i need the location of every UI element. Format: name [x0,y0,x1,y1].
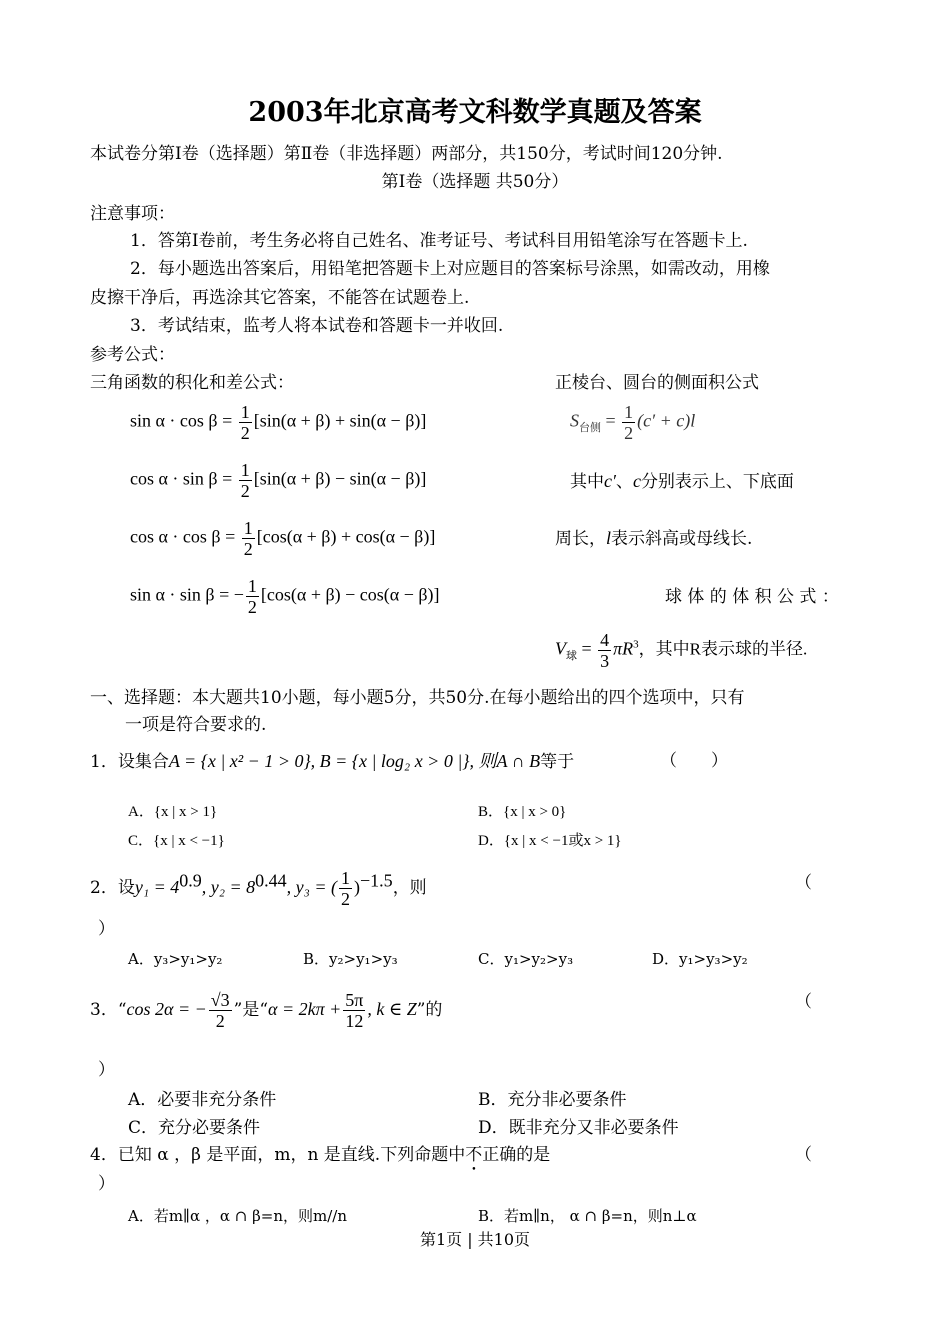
q3-option-a: A．必要非充分条件 [128,1090,277,1110]
q1-option-b: B．{x | x > 0} [478,804,567,820]
formula-subscript: 球 [566,650,577,663]
part1-title: 第Ⅰ卷（选择题 共50分） [381,172,569,192]
trig-formula-3 [130,518,435,559]
fraction [239,460,252,501]
frustum-note-2 [555,526,752,551]
fraction-den: 2 [624,423,634,443]
fraction-num: 5π [345,990,364,1010]
q4-emphasis: 不 [465,1145,483,1165]
fraction [339,868,352,909]
q3-number: 3．“ [90,1000,127,1020]
trig-formula-1 [130,402,426,443]
note-text: 、 [615,472,633,492]
formula-sign: − [233,584,244,605]
note-symbol: c′ [604,471,616,491]
q2-expr: y₁ = 4 [134,877,180,897]
q4-option-a: A．若m∥α ，α ∩ β=n，则m//n [128,1207,348,1225]
q2-stem [90,868,427,909]
sphere-heading: 球 体 的 体 积 公 式 ： [665,587,839,607]
q1-option-a: A．{x | x > 1} [128,804,218,820]
formula-rhs: [cos(α + β) + cos(α − β)] [256,526,436,547]
q3-expr: , k ∈ Z [367,999,417,1019]
sphere-formula: $V_球$ = $\frac{4}{3}$ $\pi R^3$，其中R表示球的半径. [555,630,808,671]
fraction-num: √3 [210,990,230,1010]
note-text: 其中 [570,472,604,492]
page-footer: 第1页 | 共10页 [419,1230,531,1249]
note-text: 分别表示上、下底面 [640,472,794,492]
q1-option-d: D．{x | x < −1或x > 1} [478,833,622,849]
fraction-den: 3 [600,651,610,671]
q2-expr: , y₂ = 8 [201,877,256,897]
formula-lhs: cos α · cos β = [130,526,240,547]
q2-exp: 0.44 [255,870,287,891]
fraction-num: 1 [240,402,250,422]
formula-lhs: sin α · cos β = [130,410,237,431]
q4-text: 4．已知 α ，β 是平面，m，n 是直线.下列命题中 [90,1145,466,1165]
q2-paren-close: ） [98,919,115,939]
section1-line2: 一项是符合要求的. [125,715,267,735]
q4-paren-close: ） [98,1174,115,1194]
formula-rhs: [sin(α + β) − sin(α − β)] [253,468,427,489]
formula-rhs: [sin(α + β) + sin(α − β)] [253,410,427,431]
q3-expr: α = 2kπ + [268,999,342,1019]
q2-tail: ，则 [392,878,427,898]
formula-rhs: πR [613,638,634,659]
q4-text: 正确的是 [482,1145,551,1165]
q1-expression: A = {x | x² − 1 > 0}, B = {x | log₂ x > 0 |}, 则A ∩ B [168,751,541,771]
q2-expr: , y₃ = ( [286,877,338,897]
q3-option-d: D．既非充分又非必要条件 [478,1118,679,1138]
note-text: 表示斜高或母线长. [611,529,753,549]
sphere-note: ，其中R表示球的半径. [638,639,808,659]
q2-option-c: C．y₁>y₂>y₃ [478,950,574,968]
frustum-note-1 [570,469,794,494]
q3-expr: cos 2α = − [126,999,207,1019]
q2-expr: ) [354,877,361,897]
q3-tail: ”的 [416,1000,443,1020]
note-2: 2．每小题选出答案后，用铅笔把答题卡上对应题目的答案标号涂黑，如需改动，用橡 [130,259,770,279]
formula-rhs: [cos(α + β) − cos(α − β)] [260,584,440,605]
fraction [209,990,232,1031]
q3-paren-open: （ [795,992,812,1012]
fraction-den: 2 [215,1011,225,1031]
fraction-num: 1 [240,460,250,480]
frustum-formula: $S_{台侧}$ = $\frac{1}{2}$ (c′ + c)l [570,402,696,443]
page-title: 2003年北京高考文科数学真题及答案 [248,97,702,128]
q4-option-b: B．若m∥n， α ∩ β=n，则n⊥α [478,1207,697,1225]
section1-line1: 一、选择题：本大题共10小题，每小题5分，共50分.在每小题给出的四个选项中，只有 [90,688,745,708]
note-2-cont: 皮擦干净后，再选涂其它答案，不能答在试题卷上. [90,288,470,308]
fraction [246,576,259,617]
fraction-den: 2 [243,539,253,559]
q2-number: 2．设 [90,878,135,898]
notes-heading: 注意事项： [90,204,175,224]
q1-tail: 等于 [540,752,575,772]
q1-stem [90,749,574,774]
note-symbol: c [632,471,641,491]
fraction [598,630,611,671]
note-3: 3．考试结束，监考人将本试卷和答题卡一并收回. [130,316,504,336]
q2-option-a: A．y₃>y₁>y₂ [128,950,223,968]
fraction-den: 12 [345,1011,364,1031]
formula-exponent: 3 [633,638,639,651]
fraction-num: 1 [247,576,257,596]
trig-formula-4 [130,576,440,617]
q3-mid: ”是“ [233,1000,269,1020]
q4-stem [90,1143,550,1175]
fraction-den: 2 [240,481,250,501]
q2-exp: −1.5 [360,870,393,891]
fraction-num: 1 [624,402,634,422]
formula-symbol: S [570,410,579,431]
fraction-den: 2 [247,597,257,617]
q4-paren-open: （ [795,1145,812,1165]
q1-option-c: C．{x | x < −1} [128,833,225,849]
q1-answer-paren: （ ） [660,751,728,771]
fraction [239,402,252,443]
q3-option-b: B．充分非必要条件 [478,1090,627,1110]
note-text: 周长， [555,529,606,549]
fraction [242,518,255,559]
fraction-num: 1 [341,868,351,888]
note-symbol: l [606,528,612,548]
frustum-heading: 正棱台、圆台的侧面积公式 [555,373,759,393]
fraction-num: 1 [243,518,253,538]
trig-formula-2 [130,460,426,501]
formula-heading: 参考公式： [90,345,175,365]
trig-heading: 三角函数的积化和差公式： [90,373,294,393]
formula-rhs: (c′ + c)l [637,410,696,431]
q2-option-b: B．y₂>y₁>y₃ [303,950,398,968]
q3-stem [90,990,442,1031]
q3-paren-close: ） [98,1060,115,1080]
q1-number: 1．设集合 [90,752,169,772]
intro-text: 本试卷分第Ⅰ卷（选择题）第Ⅱ卷（非选择题）两部分，共150分，考试时间120分钟. [90,144,723,164]
q2-paren-open: （ [795,873,812,893]
q3-option-c: C．充分必要条件 [128,1118,261,1138]
q2-exp: 0.9 [179,870,202,891]
fraction [622,402,635,443]
formula-subscript: 台侧 [579,422,601,435]
fraction [343,990,365,1031]
fraction-den: 2 [240,423,250,443]
fraction-den: 2 [341,889,351,909]
note-1: 1．答第Ⅰ卷前，考生务必将自己姓名、准考证号、考试科目用铅笔涂写在答题卡上. [130,231,748,251]
fraction-num: 4 [600,630,610,650]
q2-option-d: D．y₁>y₃>y₂ [652,950,748,968]
formula-symbol: V [555,638,566,659]
formula-lhs: sin α · sin β = [130,584,234,605]
formula-lhs: cos α · sin β = [130,468,237,489]
